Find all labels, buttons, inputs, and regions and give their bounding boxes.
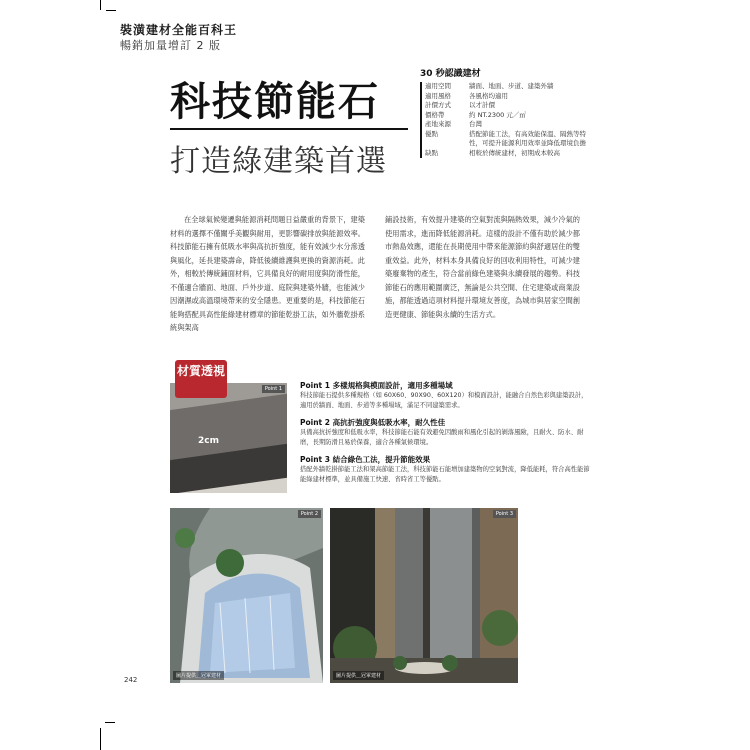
spec-value: 以才計價 <box>469 101 495 109</box>
spec-value: 相較於傳統建材，初期成本較高 <box>469 148 560 157</box>
point-body: 搭配外牆乾掛節能工法和架高節能工法，科技節能石能增加建築物的空氣對流，降低能耗，符合高性能節能綠建材標準，並具備施工快速、省時省工等優點。 <box>300 466 590 483</box>
body-column-right <box>385 213 580 321</box>
spec-key: 缺點 <box>420 149 469 159</box>
point-title: Point 2 高抗折強度與低吸水率，耐久性佳 <box>300 418 446 427</box>
photo-caption: 圖片提供＿冠軍建材 <box>333 671 384 680</box>
series-edition: 暢銷加量增訂 2 版 <box>120 39 221 52</box>
body-paragraph: 在全球氣候變遷與能源消耗問題日益嚴重的背景下，建築材料的選擇不僅關乎美觀與耐用，更影響碳排放與能源效率。科技節能石擁有低吸水率與高抗折強度，能有效減少水分滲透與風化，延長建築壽命，降低後續維護與更換的資源消耗。此外，相較於傳統鋪面材料，它具備良好的耐用度與防滑性能，不僅適合牆面、地面、戶外步道、庭院與建築外牆，也能減少因潮濕或高溫環境帶來的安全隱患。更重要的是，科技節能石能夠搭配具高性能綠建材標章的節能乾掛工法，如外牆乾掛系統與架高 <box>170 215 365 332</box>
spec-row <box>420 82 590 92</box>
spec-value: 台灣 <box>469 120 482 128</box>
spec-value: 牆面、地面、步道、建築外牆 <box>469 82 554 90</box>
rooftop-illustration <box>170 508 323 683</box>
point-title: Point 1 多樣規格與模面設計，適用多種場域 <box>300 381 453 390</box>
spec-row <box>420 120 590 130</box>
page-number: 242 <box>124 676 138 684</box>
building-illustration <box>330 508 518 683</box>
article-subtitle: 打造綠建築首選 <box>170 144 387 179</box>
building-photo <box>330 508 518 683</box>
crop-mark <box>100 0 101 10</box>
photo-tag: Point 1 <box>262 385 285 393</box>
point-body: 科技節能石提供多種規格（如 60X60、90X90、60X120）和模面設計，能融合自然色彩與建築設計，適用於牆面、地面、步道等多種場域，滿足不同建築需求。 <box>300 392 588 409</box>
points-list <box>300 380 590 491</box>
badge-label: 材質透視 <box>176 364 225 378</box>
quick-facts-box <box>420 66 590 158</box>
body-column-left <box>170 213 365 335</box>
spec-value: 各風格均適用 <box>469 91 508 100</box>
thickness-label: 2cm <box>198 436 219 446</box>
spec-value: 搭配節能工法，有高效能保溫、隔熱等特性，可提升能源利用效率並降低環境負擔 <box>469 129 586 147</box>
article-title: 科技節能石 <box>170 79 380 125</box>
crop-mark <box>105 722 115 723</box>
spec-key: 適用空間 <box>420 82 469 92</box>
spec-key: 適用風格 <box>420 92 469 102</box>
spec-key: 價格帶 <box>420 111 469 121</box>
quick-facts-title: 30 秒認識建材 <box>420 69 481 79</box>
body-paragraph: 鋪設技術，有效提升建築的空氣對流與隔熱效果，減少冷氣的使用需求，進而降低能源消耗。這樣的設計不僅有助於減少都市熱島效應，還能在長期使用中帶來能源節約與舒適居住的雙重效益。此外，材料本身具備良好的回收利用特性，可減少建築廢棄物的產生，符合當前綠色建築與永續發展的趨勢。科技節能石的應用範圍廣泛，無論是公共空間、住宅建築或商業設施，都能透過這項材料提升環境友善度，為城市與居家空間創造更健康、節能與永續的生活方式。 <box>385 215 580 319</box>
spec-key: 優點 <box>420 130 469 149</box>
spec-row <box>420 149 590 159</box>
photo-tag: Point 3 <box>493 510 516 518</box>
crop-mark <box>100 728 101 750</box>
rooftop-photo <box>170 508 323 683</box>
photo-tag: Point 2 <box>298 510 321 518</box>
spec-row <box>420 92 590 102</box>
photo-caption: 圖片提供＿冠軍建材 <box>173 671 224 680</box>
spec-key: 計價方式 <box>420 101 469 111</box>
crop-mark <box>106 10 116 11</box>
spec-row <box>420 111 590 121</box>
title-rule <box>170 128 408 130</box>
material-photo <box>170 383 287 493</box>
title-block <box>170 66 410 179</box>
material-badge <box>175 360 227 398</box>
spec-key: 產地來源 <box>420 120 469 130</box>
point-body: 具備高抗折強度和低吸水率，科技節能石能有效避免因酸雨和風化引起的剝落風險，且耐火、防水、耐磨，長期防滑且易於保養，適合各種氣候環境。 <box>300 429 584 446</box>
spec-row <box>420 130 590 149</box>
spec-row <box>420 101 590 111</box>
point-title: Point 3 結合綠色工法，提升節能效果 <box>300 455 431 464</box>
series-title: 裝潢建材全能百科王 <box>120 23 238 37</box>
spec-value: 約 NT.2300 元／㎡ <box>469 110 526 119</box>
